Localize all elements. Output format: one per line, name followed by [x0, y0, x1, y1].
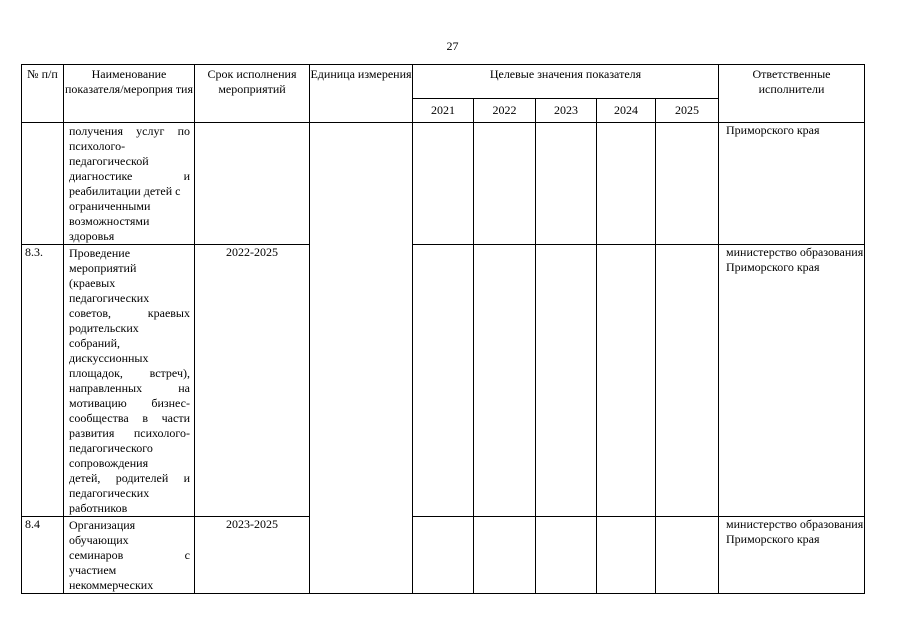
name-line: дискуссионных	[69, 351, 149, 365]
name-line: родительских	[69, 321, 139, 335]
name-line: (краевых	[69, 276, 116, 290]
name-line: психолого-	[69, 139, 126, 153]
name-line: сопровождения	[69, 456, 149, 470]
row-name	[64, 517, 195, 594]
name-line: здоровья	[69, 229, 115, 243]
name-line: детей, родителей и	[69, 471, 190, 485]
name-line: собраний,	[69, 336, 121, 350]
name-line: обучающих	[69, 533, 129, 547]
name-line: некоммерческих	[69, 578, 154, 592]
header-year: 2021	[413, 99, 474, 123]
name-line: педагогических	[69, 291, 150, 305]
row-responsible: Приморского края	[719, 123, 865, 245]
indicators-table	[21, 64, 865, 594]
page-number: 27	[446, 39, 459, 53]
row-name	[64, 123, 195, 245]
name-line: советов, краевых	[69, 306, 190, 320]
name-line: ограниченными	[69, 199, 151, 213]
name-line: реабилитации детей с	[69, 184, 181, 198]
row-unit	[310, 123, 413, 594]
year-cell	[597, 245, 656, 517]
row-term: 2023-2025	[195, 517, 310, 594]
name-line: семинаров с	[69, 548, 190, 562]
name-line: работников	[69, 501, 128, 515]
name-line: направленных на	[69, 381, 190, 395]
year-cell	[474, 245, 536, 517]
year-cell	[413, 517, 474, 594]
name-line: участием	[69, 563, 117, 577]
header-year: 2024	[597, 99, 656, 123]
name-line: педагогического	[69, 441, 153, 455]
header-resp: Ответственные исполнители	[719, 65, 865, 123]
name-line: сообщества в части	[69, 411, 190, 425]
table-row	[22, 245, 865, 517]
table-row	[22, 517, 865, 594]
table-row	[22, 123, 865, 245]
header-target: Целевые значения показателя	[413, 65, 719, 99]
name-line: педагогических	[69, 486, 150, 500]
header-unit: Единица измерения	[310, 65, 413, 123]
year-cell	[656, 245, 719, 517]
year-cell	[597, 517, 656, 594]
row-term	[195, 123, 310, 245]
name-line: развития психолого-	[69, 426, 190, 440]
row-name	[64, 245, 195, 517]
name-line: получения услуг по	[69, 124, 190, 138]
year-cell	[656, 123, 719, 245]
header-year: 2023	[536, 99, 597, 123]
row-term: 2022-2025	[195, 245, 310, 517]
year-cell	[536, 245, 597, 517]
row-number: 8.3.	[22, 245, 64, 517]
name-line: Организация	[69, 518, 136, 532]
row-responsible: министерство образования Приморского края	[719, 517, 865, 594]
name-line: мотивацию бизнес-	[69, 396, 190, 410]
name-line: площадок, встреч),	[69, 366, 190, 380]
year-cell	[656, 517, 719, 594]
header-year: 2025	[656, 99, 719, 123]
name-line: мероприятий	[69, 261, 137, 275]
year-cell	[413, 123, 474, 245]
name-line: диагностике и	[69, 169, 190, 183]
year-cell	[474, 517, 536, 594]
name-line: Проведение	[69, 246, 131, 260]
year-cell	[474, 123, 536, 245]
year-cell	[597, 123, 656, 245]
header-num: № п/п	[22, 65, 64, 123]
header-year: 2022	[474, 99, 536, 123]
row-number	[22, 123, 64, 245]
row-number: 8.4	[22, 517, 64, 594]
year-cell	[536, 123, 597, 245]
name-line: педагогической	[69, 154, 149, 168]
year-cell	[413, 245, 474, 517]
row-responsible: министерство образования Приморского края	[719, 245, 865, 517]
year-cell	[536, 517, 597, 594]
name-line: возможностями	[69, 214, 150, 228]
header-name: Наименование показателя/мероприя тия	[64, 65, 195, 123]
header-term: Срок исполнения мероприятий	[195, 65, 310, 123]
